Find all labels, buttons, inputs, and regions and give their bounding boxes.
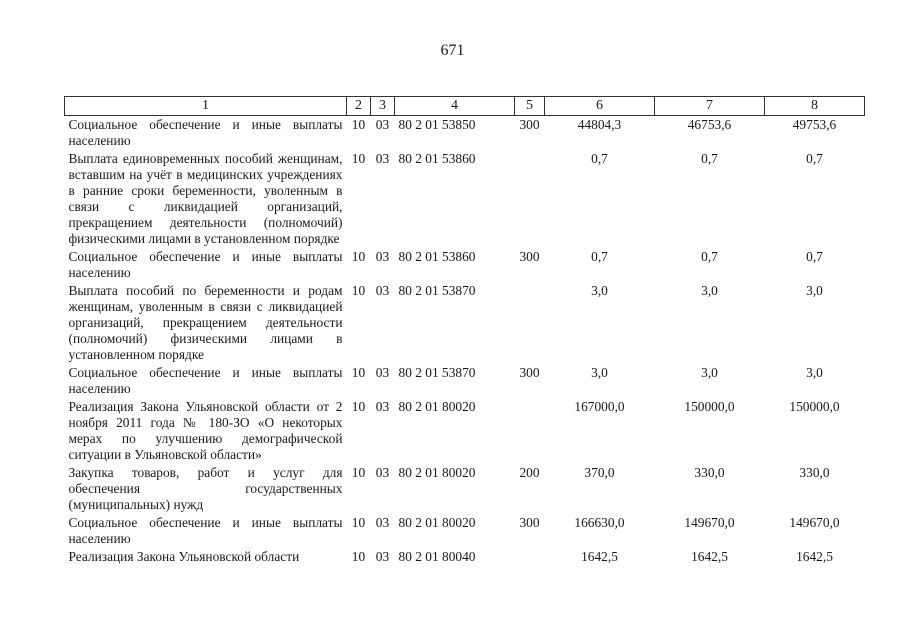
row-amount-year1: 166630,0 <box>574 515 625 530</box>
table-row <box>65 282 865 364</box>
row-amount-year2: 150000,0 <box>684 399 735 414</box>
row-amount-year1: 167000,0 <box>574 399 625 414</box>
row-target-article: 80 2 01 80020 <box>398 515 476 530</box>
row-expense-type: 300 <box>519 249 540 264</box>
header-row <box>65 97 865 116</box>
table-body <box>65 116 865 567</box>
row-expense-type <box>515 282 545 364</box>
row-target-article: 80 2 01 53850 <box>398 117 476 132</box>
row-target-article: 80 2 01 53870 <box>398 365 476 380</box>
header-col-3: 3 <box>371 97 395 116</box>
row-expense-type: 200 <box>519 465 540 480</box>
header-col-5: 5 <box>515 97 545 116</box>
row-section: 10 <box>351 117 366 132</box>
row-name: Реализация Закона Ульяновской области <box>68 549 300 564</box>
row-amount-year3: 49753,6 <box>792 117 837 132</box>
row-amount-year2: 1642,5 <box>691 549 728 564</box>
row-amount-year2: 330,0 <box>694 465 725 480</box>
header-col-4: 4 <box>395 97 515 116</box>
budget-table-container <box>64 96 864 566</box>
row-amount-year3: 3,0 <box>806 365 823 380</box>
header-col-8: 8 <box>765 97 865 116</box>
header-col-1: 1 <box>65 97 347 116</box>
row-name: Реализация Закона Ульяновской области от 2 ноября 2011 года № 180-ЗО «О некоторых мерах по улучшению демографической ситуации в Ульяновской области» <box>68 399 343 462</box>
row-subsection: 03 <box>375 249 390 264</box>
row-target-article: 80 2 01 53870 <box>398 283 476 298</box>
row-amount-year2: 149670,0 <box>684 515 735 530</box>
row-amount-year2: 0,7 <box>701 249 718 264</box>
row-amount-year1: 1642,5 <box>581 549 618 564</box>
row-subsection: 03 <box>375 117 390 132</box>
header-col-2: 2 <box>347 97 371 116</box>
row-section: 10 <box>351 549 366 564</box>
row-expense-type <box>515 398 545 464</box>
row-name: Закупка товаров, работ и услуг для обеспечения государственных (муниципальных) нужд <box>68 465 343 512</box>
row-subsection: 03 <box>375 399 390 414</box>
table-row <box>65 150 865 248</box>
row-amount-year3: 330,0 <box>799 465 830 480</box>
row-name: Социальное обеспечение и иные выплаты населению <box>68 249 343 280</box>
row-expense-type: 300 <box>519 117 540 132</box>
row-expense-type: 300 <box>519 515 540 530</box>
header-col-7: 7 <box>655 97 765 116</box>
table-row <box>65 548 865 566</box>
row-target-article: 80 2 01 80020 <box>398 399 476 414</box>
row-amount-year3: 1642,5 <box>796 549 833 564</box>
row-subsection: 03 <box>375 465 390 480</box>
row-amount-year2: 3,0 <box>701 365 718 380</box>
row-expense-type: 300 <box>519 365 540 380</box>
row-amount-year3: 0,7 <box>806 249 823 264</box>
row-section: 10 <box>351 283 366 298</box>
row-subsection: 03 <box>375 549 390 564</box>
row-name: Социальное обеспечение и иные выплаты населению <box>68 515 343 546</box>
table-row <box>65 514 865 548</box>
table-row <box>65 398 865 464</box>
row-target-article: 80 2 01 80020 <box>398 465 476 480</box>
row-amount-year3: 150000,0 <box>789 399 840 414</box>
row-amount-year1: 3,0 <box>591 283 608 298</box>
row-section: 10 <box>351 465 366 480</box>
row-target-article: 80 2 01 53860 <box>398 249 476 264</box>
row-section: 10 <box>351 365 366 380</box>
row-section: 10 <box>351 399 366 414</box>
row-amount-year1: 370,0 <box>584 465 615 480</box>
row-amount-year3: 149670,0 <box>789 515 840 530</box>
row-amount-year2: 3,0 <box>701 283 718 298</box>
row-subsection: 03 <box>375 365 390 380</box>
row-subsection: 03 <box>375 283 390 298</box>
row-section: 10 <box>351 151 366 166</box>
row-amount-year1: 0,7 <box>591 249 608 264</box>
row-name: Выплата пособий по беременности и родам женщинам, уволенным в связи с ликвидацией организаций, прекращением деятельности (полномочий) физическими лицами в установленном порядке <box>68 283 343 362</box>
row-subsection: 03 <box>375 515 390 530</box>
row-amount-year1: 44804,3 <box>577 117 622 132</box>
table-row <box>65 464 865 514</box>
row-amount-year1: 0,7 <box>591 151 608 166</box>
row-target-article: 80 2 01 80040 <box>398 549 476 564</box>
row-amount-year3: 3,0 <box>806 283 823 298</box>
row-expense-type <box>515 548 545 566</box>
budget-table <box>64 96 865 566</box>
row-subsection: 03 <box>375 151 390 166</box>
row-amount-year1: 3,0 <box>591 365 608 380</box>
row-target-article: 80 2 01 53860 <box>398 151 476 166</box>
row-section: 10 <box>351 515 366 530</box>
row-name: Выплата единовременных пособий женщинам, вставшим на учёт в медицинских учреждениях в ранние сроки беременности, уволенным в связи с ликвидацией организаций, прекращением деятельности (полномочий) физическими лицами в установленном порядке <box>68 151 343 246</box>
row-name: Социальное обеспечение и иные выплаты населению <box>68 365 343 396</box>
page-number: 671 <box>440 42 465 59</box>
table-row <box>65 248 865 282</box>
row-amount-year3: 0,7 <box>806 151 823 166</box>
table-row <box>65 364 865 398</box>
row-expense-type <box>515 150 545 248</box>
header-col-6: 6 <box>545 97 655 116</box>
row-amount-year2: 0,7 <box>701 151 718 166</box>
row-amount-year2: 46753,6 <box>687 117 732 132</box>
row-name: Социальное обеспечение и иные выплаты населению <box>68 117 343 148</box>
row-section: 10 <box>351 249 366 264</box>
table-row <box>65 116 865 151</box>
